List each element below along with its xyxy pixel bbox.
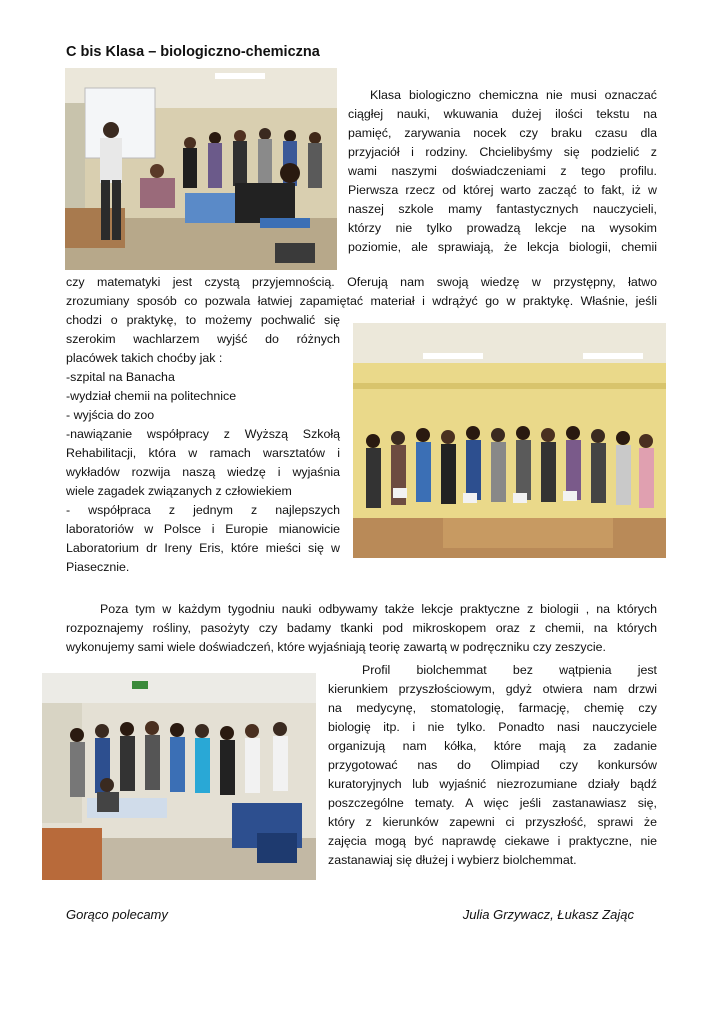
text-line: którzy nie tylko prowadzą lekcje na wysokim — [348, 221, 657, 235]
practical-lessons-paragraph — [66, 600, 657, 657]
text-line: Laboratorium dr Ireny Eris, które mieści się w — [66, 541, 340, 555]
outings-list — [66, 311, 340, 577]
text-line: wykonujemy sami wiele doświadczeń, które wyjaśniają teorię zawartą w podręczniku czy zeszycie. — [66, 640, 606, 654]
list-item: -nawiązanie współpracy z Wyższą Szkołą — [66, 427, 340, 441]
text-line: Klasa biologiczno chemiczna nie musi oznaczać — [370, 88, 657, 102]
article-title: C bis Klasa – biologiczno-chemiczna — [66, 44, 320, 60]
text-line: wami naszymi doświadczeniami z tego profilu. — [348, 164, 657, 178]
text-line: przygotować nas do Olimpiad czy konkursów — [328, 758, 657, 772]
text-line: pamięć, zarywania nocek czy braku czasu dla — [348, 126, 657, 140]
text-line: laboratoriów w Polsce i Europie mianowicie — [66, 522, 340, 536]
photo-group-rehabilitation-room — [42, 673, 316, 880]
text-line: szerokim wachlarzem wyjść do różnych — [66, 332, 340, 346]
text-line: organizują nam kółka, które mają za zadanie — [328, 739, 657, 753]
list-item: -szpital na Banacha — [66, 370, 175, 384]
text-line: kuratoryjnych lub wyjaśnić niezrozumiane działy bądź — [328, 777, 657, 791]
text-line: zrozumiany sposób co pozwala łatwiej zapamiętać materiał i wdrążyć go w praktykę. Właśnie, jeśli — [66, 294, 657, 308]
photo-classroom-students — [65, 68, 337, 270]
text-line: chodzi o praktykę, to możemy pochwalić się — [66, 313, 340, 327]
intro-paragraph — [348, 86, 657, 257]
photo-group-yellow-classroom — [353, 323, 666, 558]
text-line: zajęcia mogą być naprawdę ciekawe i praktyczne, nie — [328, 834, 657, 848]
list-item: - wyjścia do zoo — [66, 408, 155, 422]
text-line: naszej szkole mamy fantastycznych nauczycieli, — [348, 202, 657, 216]
text-line: ciągłej nauki, wkuwania dużej ilości tekstu na — [348, 107, 657, 121]
text-line: Profil biolchemmat bez wątpienia jest — [362, 663, 657, 677]
text-line: Rehabilitacji, która w ramach warsztatów i — [66, 446, 340, 460]
text-line: Poza tym w każdym tygodniu nauki odbywamy także lekcje praktyczne z biologii , na których — [100, 602, 657, 616]
text-line: przyjaciół i rodziny. Chcielibyśmy się podzielić z — [348, 145, 657, 159]
text-line: który z kierunków zapewni ci przyszłość, sprawi że — [328, 815, 657, 829]
text-line: rozpoznajemy rośliny, pasożyty czy badamy tkanki pod mikroskopem oraz z chemii, na których — [66, 621, 657, 635]
list-item: -wydział chemii na politechnice — [66, 389, 237, 403]
text-line: zastanawiaj się dłużej i wybierz biolchemmat. — [328, 853, 577, 867]
text-line: poziomie, ale sprawiają, że lekcja biologii, chemii — [348, 240, 657, 254]
text-line: wykładów rozwija naszą wiedzę i wyjaśnia — [66, 465, 340, 479]
text-line: wiele zagadek związanych z człowiekiem — [66, 484, 292, 498]
footer-authors: Julia Grzywacz, Łukasz Zając — [462, 907, 634, 922]
footer-recommendation: Gorąco polecamy — [66, 907, 168, 922]
text-line: kierunkiem przyszłościowym, gdyż otwiera nam drzwi — [328, 682, 657, 696]
text-line: biologię itp. i nie tylko. Ponadto nasi nauczyciele — [328, 720, 657, 734]
profile-paragraph — [328, 661, 657, 870]
text-line: czy matematyki jest czystą przyjemnością. Oferują nam swoją wiedzę w przystępny, łatwo — [66, 275, 657, 289]
list-item: - współpraca z jednym z najlepszych — [66, 503, 340, 517]
text-line: placówek takich choćby jak : — [66, 351, 223, 365]
text-line: Piasecznie. — [66, 560, 130, 574]
text-line: Pierwsza rzecz od której warto zacząć to fakt, iż w — [348, 183, 657, 197]
text-line: na medycynę, stomatologię, farmację, chemię czy — [328, 701, 657, 715]
intro-paragraph-continued — [66, 273, 657, 311]
text-line: poszczególne tematy. A więc jeśli zastanawiasz się, — [328, 796, 657, 810]
